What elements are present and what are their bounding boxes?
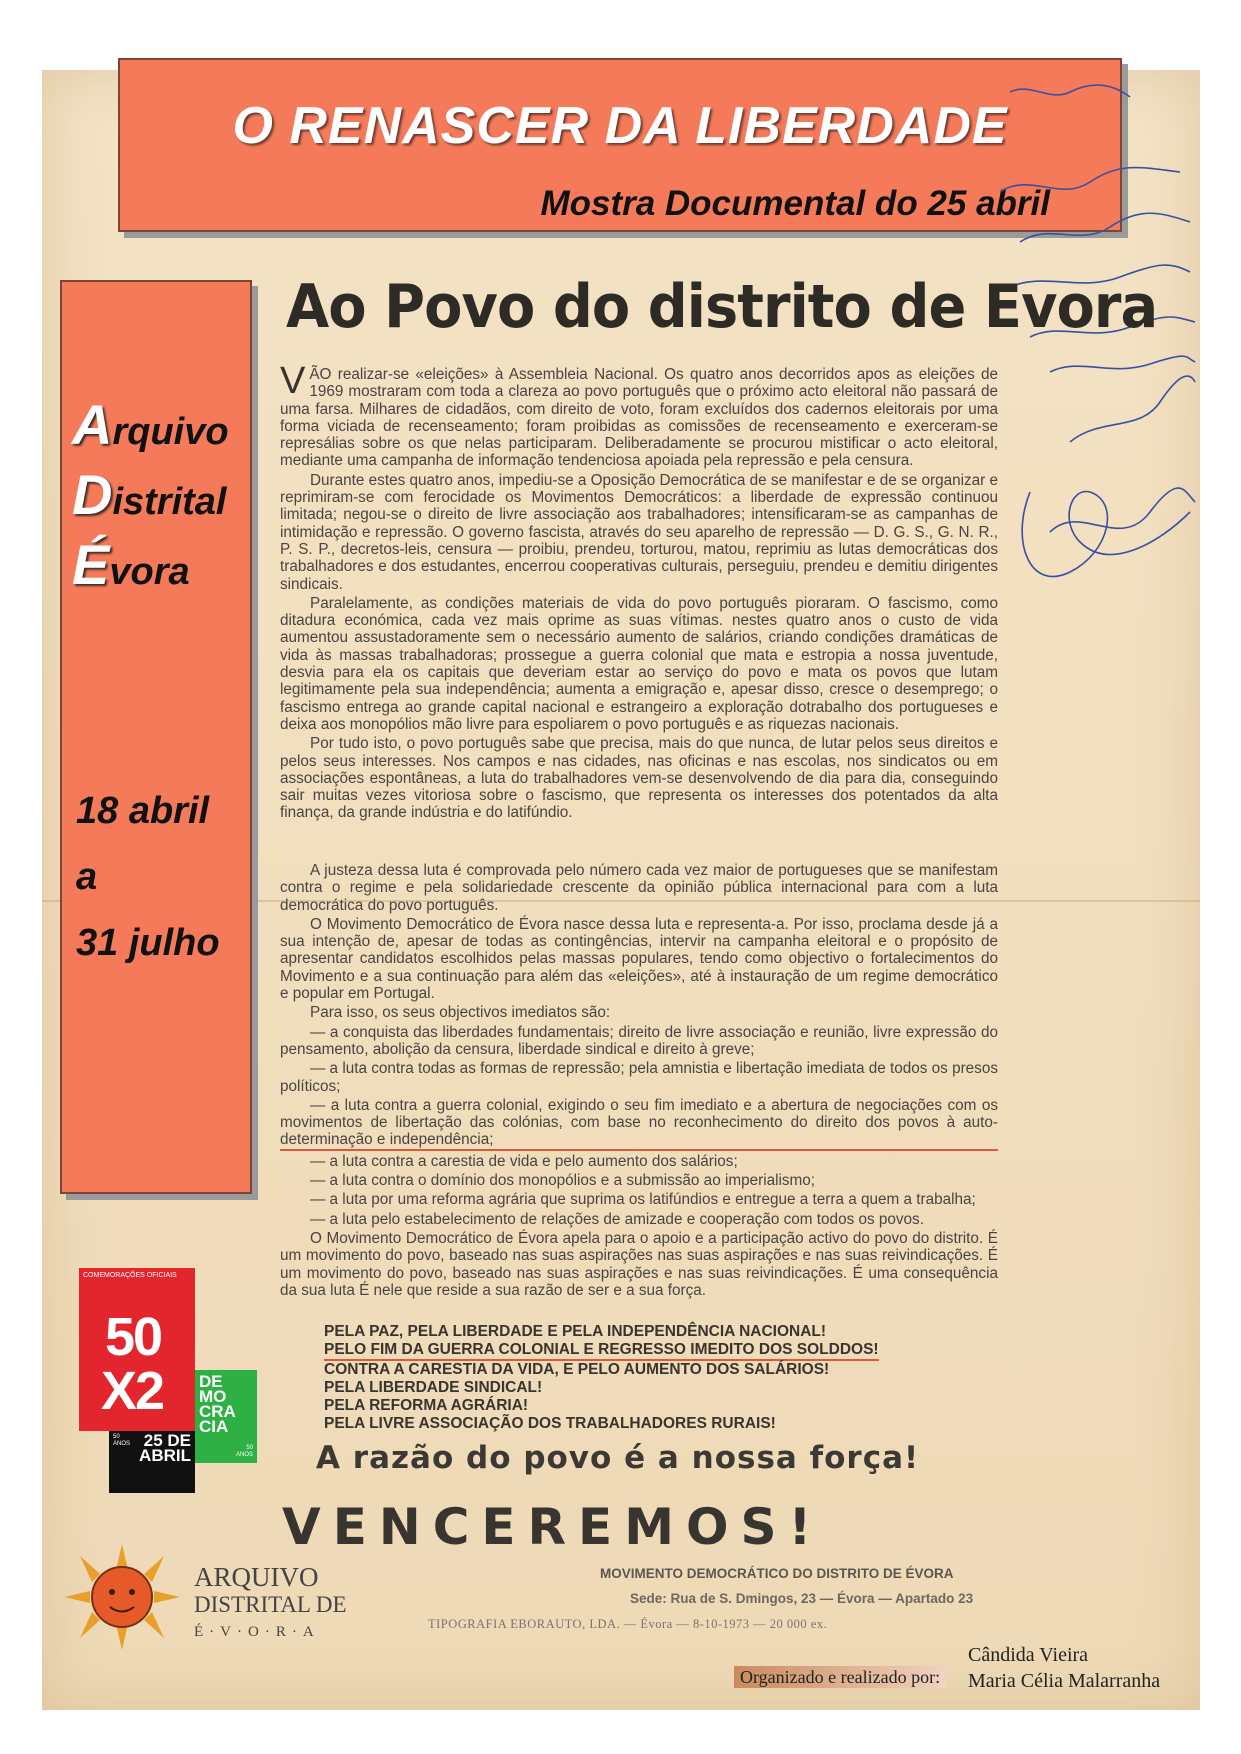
paragraph [280, 360, 998, 470]
printer-line: TIPOGRAFIA EBORAUTO, LDA. — Évora — 8-10-1973 — 20 000 ex. [428, 1617, 828, 1631]
credit-name: Maria Célia Malarranha [968, 1670, 1161, 1692]
logo-democracia: DE MO CRA CIA [199, 1372, 236, 1436]
movement-signature: MOVIMENTO DEMOCRÁTICO DO DISTRITO DE ÉVORA [600, 1566, 954, 1581]
closing-slogan: A razão do povo é a nossa força! [316, 1440, 920, 1476]
paragraph: O Movimento Democrático de Évora nasce dessa luta e representa-a. Por isso, proclama desde já a sua intenção de, apesar de todas as contingências, intervir na campanha eleitoral e o propósito de apresentar candidatos escolhidos pelas massas populares, tendo como objectivo o fortalecimentos do Movimento e a sua continuação para além das «eleições», até à instauração de um regime democrático e popular em Portugal. [280, 915, 998, 1003]
logo-red-block [79, 1268, 195, 1431]
org-word: rquivo [112, 411, 229, 453]
slogan: PELA LIVRE ASSOCIAÇÃO DOS TRABALHADORES RURAIS! [324, 1415, 776, 1432]
movement-address: Sede: Rua de S. Dmingos, 23 — Évora — Apartado 23 [630, 1591, 974, 1606]
org-line-arquivo [72, 392, 229, 457]
exhibition-dates [76, 792, 220, 990]
org-initial: D [72, 463, 113, 526]
paragraph: Paralelamente, as condições materiais de vida do povo português pioraram. O fascismo, como ditadura económica, cada vez mais oprime as suas vítimas. nestes quatro anos o custo de vida aumentou assustadoramente sem o necessário aumento de salários, criando condições dramáticas de vida às massas trabalhadoras; prossegue a guerra colonial que mata e estropia a nossa juventude, desvia para ela os capitais que deveriam estar ao serviço do povo e mata os povos que lutam legitimamente pela sua independência; aumenta a emigração e, apesar disso, cresce o desemprego; o fascismo entrega ao grande capital nacional e estrangeiro a exploração dotrabalho dos portugueses e deixa aos monopólios mão livre para espoliarem o povo português e as riquezas nacionais. [280, 594, 998, 733]
archive-name-line1: ARQUIVO [194, 1562, 319, 1592]
date-connector: a [76, 856, 98, 898]
document-body [280, 360, 998, 824]
logo-number: 50 [105, 1307, 162, 1367]
objective-item: — a conquista das liberdades fundamentais; direito de livre associação e reunião, livre expressão do pensamento, abolição da censura, liberdade sindical e direito à greve; [280, 1023, 998, 1058]
archive-logo [62, 1542, 352, 1657]
commemoration-logo [79, 1268, 257, 1493]
logo-date: 25 DE ABRIL [139, 1431, 191, 1465]
org-initial: É [72, 533, 110, 596]
date-start: 18 abril [76, 790, 210, 832]
venceremos-heading: VENCEREMOS! [282, 1498, 824, 1556]
slogan: PELA REFORMA AGRÁRIA! [324, 1397, 529, 1414]
paragraph: Por tudo isto, o povo português sabe que precisa, mais do que nunca, de lutar pelos seus direitos e pelos seus interesses. Nos campos e nas cidades, nas oficinas e nas escolas, nos sindicatos ou em associações espontâneas, a luta do trabalhadores vem-se desenvolvendo de dia para dia, conseguindo sair muitas vezes vitoriosa sobre o fascismo, que representa os interesses dos potentados da alta finança, da grande indústria e do latifúndio. [280, 735, 998, 822]
slogan: CONTRA A CARESTIA DA VIDA, E PELO AUMENTO DOS SALÁRIOS! [324, 1361, 830, 1378]
objective-item: — a luta contra o domínio dos monopólios e a submissão ao imperialismo; [310, 1172, 816, 1190]
paragraph: Durante estes quatro anos, impediu-se a Oposição Democrática de se manifestar e de se organizar e reprimiram-se com ferocidade os Movimentos Democráticos: a liberdade de expressão continuou limitada; negou-se o direito de livre associação aos trabalhadores; intensificaram-se as campanhas de intimidação e repressão. O governo fascista, através do seu aparelho de repressão — D. G. S., G. N. R., P. S. P., decretos-leis, censura — proibiu, prendeu, torturou, matou, reprimiu as lutas democráticas dos trabalhadores e dos estudantes, encerrou cooperativas culturais, perseguiu, prendeu e demitiu dirigentes sindicais. [280, 471, 998, 593]
slogan: PELA LIBERDADE SINDICAL! [324, 1379, 543, 1396]
document-body-2 [280, 862, 998, 1301]
logo-black-block [109, 1431, 195, 1493]
objective-item: — a luta contra a carestia de vida e pelo aumento dos salários; [310, 1152, 738, 1170]
objective-item: — a luta pelo estabelecimento de relações de amizade e cooperação com todos os povos. [310, 1210, 924, 1228]
objective-item-highlighted: — a luta contra a guerra colonial, exigindo o seu fim imediato e a abertura de negociações com os movimentos de libertação das colónias, com base no reconhecimento do direito dos povos à auto-determinação e independência; [280, 1097, 998, 1151]
logo-anos-black: 50 ANOS [113, 1434, 131, 1447]
page-title: O RENASCER DA LIBERDADE [232, 97, 1008, 155]
paragraph: A justeza dessa luta é comprovada pelo número cada vez maior de portugueses que se manifestam contra o regime e pela solidariedade crescente da opinião pública internacional para com a luta democrática do povo português. [280, 862, 998, 914]
document-title: Ao Povo do distrito de Evora [286, 272, 1158, 342]
paragraph-text: ÃO realizar-se «eleições» à Assembleia Nacional. Os quatro anos decorridos apos as eleições de 1969 mostraram com toda a clareza ao povo português que o próximo acto eleitoral não passará de uma farsa. Milhares de cidadãos, com direito de voto, foram excluídos dos cadernos eleitorais por uma forma viciada de recenseamento; foram proibidas as comissões de recenseamento e exerceram-se represálias sobre os que nelas participaram. Deliberadamente se procurou mistificar o acto eleitoral, mediante uma campanha de informação tendenciosa apoiada pela repressão e pela censura. [280, 366, 998, 470]
logo-small-label: COMEMORAÇÕES OFICIAIS [83, 1272, 177, 1279]
handwritten-signature [990, 72, 1200, 632]
archive-name-line3: É·V·O·R·A [194, 1624, 320, 1640]
drop-cap: V [280, 360, 306, 402]
logo-anos-green: 50 ANOS [235, 1445, 253, 1458]
page-subtitle: Mostra Documental do 25 abril [540, 184, 1050, 223]
paragraph: Para isso, os seus objectivos imediatos são: [310, 1004, 611, 1022]
logo-x2: X2 [101, 1361, 164, 1421]
archive-name-line2: DISTRITAL DE [194, 1592, 347, 1617]
objective-item: — a luta por uma reforma agrária que suprima os latifúndios e entregue a terra a quem a trabalha; [310, 1191, 976, 1209]
logo-green-block [195, 1370, 257, 1463]
slogan-highlighted: PELO FIM DA GUERRA COLONIAL E REGRESSO IMEDITO DOS SOLDDOS! [324, 1341, 879, 1361]
org-line-evora [72, 532, 190, 597]
org-line-distrital [72, 462, 227, 527]
slogans-list [324, 1323, 879, 1433]
credits-label: Organizado e realizado por: [734, 1666, 946, 1688]
objective-item: — a luta contra todas as formas de repressão; pela amnistia e libertação imediata de todos os presos políticos; [280, 1060, 998, 1095]
sun-icon [62, 1542, 182, 1652]
slogan: PELA PAZ, PELA LIBERDADE E PELA INDEPENDÊNCIA NACIONAL! [324, 1323, 827, 1340]
header-banner [118, 58, 1122, 232]
org-word: istrital [112, 481, 227, 523]
paragraph: O Movimento Democrático de Évora apela para o apoio e a participação activo do povo do distrito. É um movimento do povo, baseado nas suas aspirações nas suas aspirações e nas suas reivindicações. É um movimento do povo, baseado nas suas aspirações e nas suas reivindicações. É uma consequência da sua luta É nele que reside a sua razão de ser e a sua força. [280, 1229, 998, 1299]
date-end: 31 julho [76, 922, 220, 964]
credits-names [968, 1642, 1160, 1694]
credit-name: Cândida Vieira [968, 1644, 1089, 1666]
side-panel [60, 280, 252, 1194]
org-word: vora [109, 551, 190, 593]
org-initial: A [72, 393, 113, 456]
